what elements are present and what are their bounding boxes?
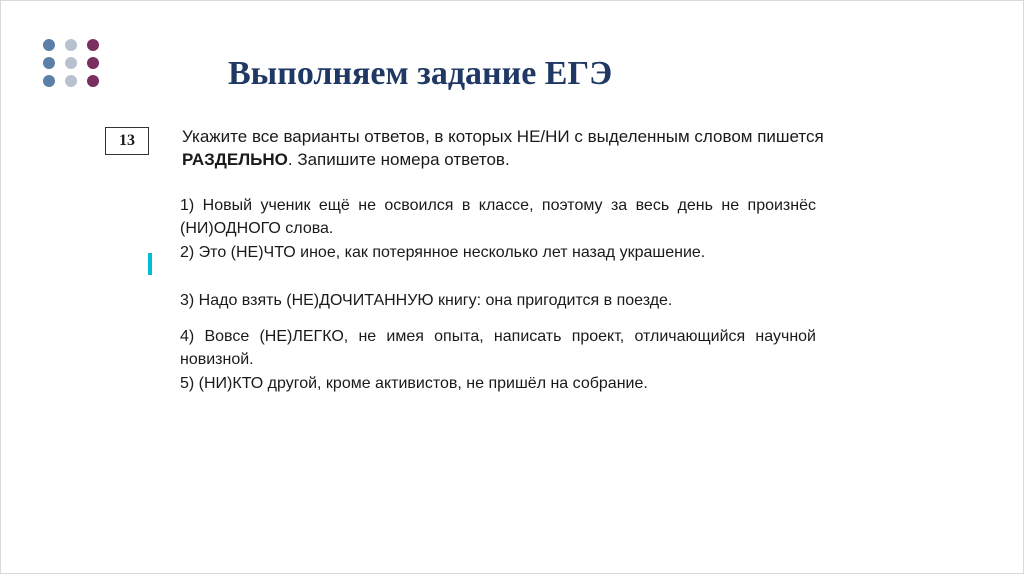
dot (87, 57, 99, 69)
answer-option-2: 2) Это (НЕ)ЧТО иное, как потерянное несколько лет назад украшение. (180, 244, 706, 261)
answer-option-1: 1) Новый ученик ещё не освоился в классе, поэтому за весь день не произнёс (НИ)ОДНОГО слова. (180, 197, 816, 237)
decorative-dots (43, 39, 103, 93)
dot (43, 39, 55, 51)
dot (65, 57, 77, 69)
task-number-box: 13 (105, 127, 149, 155)
answer-option-4: 4) Вовсе (НЕ)ЛЕГКО, не имея опыта, написать проект, отличающийся научной новизной. (180, 328, 816, 368)
instruction-text-end: . Запишите номера ответов. (287, 150, 510, 169)
dot (87, 75, 99, 87)
answer-option-5: 5) (НИ)КТО другой, кроме активистов, не пришёл на собрание. (180, 375, 648, 392)
dot (43, 57, 55, 69)
slide-title: Выполняем задание ЕГЭ (228, 55, 613, 92)
dot (65, 75, 77, 87)
dot (43, 75, 55, 87)
dot (65, 39, 77, 51)
text-cursor-marker (148, 253, 152, 275)
answer-option-3: 3) Надо взять (НЕ)ДОЧИТАННУЮ книгу: она пригодится в поезде. (180, 292, 673, 309)
task-instruction (182, 125, 872, 171)
instruction-emphasis: РАЗДЕЛЬНО (182, 150, 288, 169)
dot (87, 39, 99, 51)
instruction-text: Укажите все варианты ответов, в которых НЕ/НИ с выделенным словом пишется (182, 127, 824, 146)
